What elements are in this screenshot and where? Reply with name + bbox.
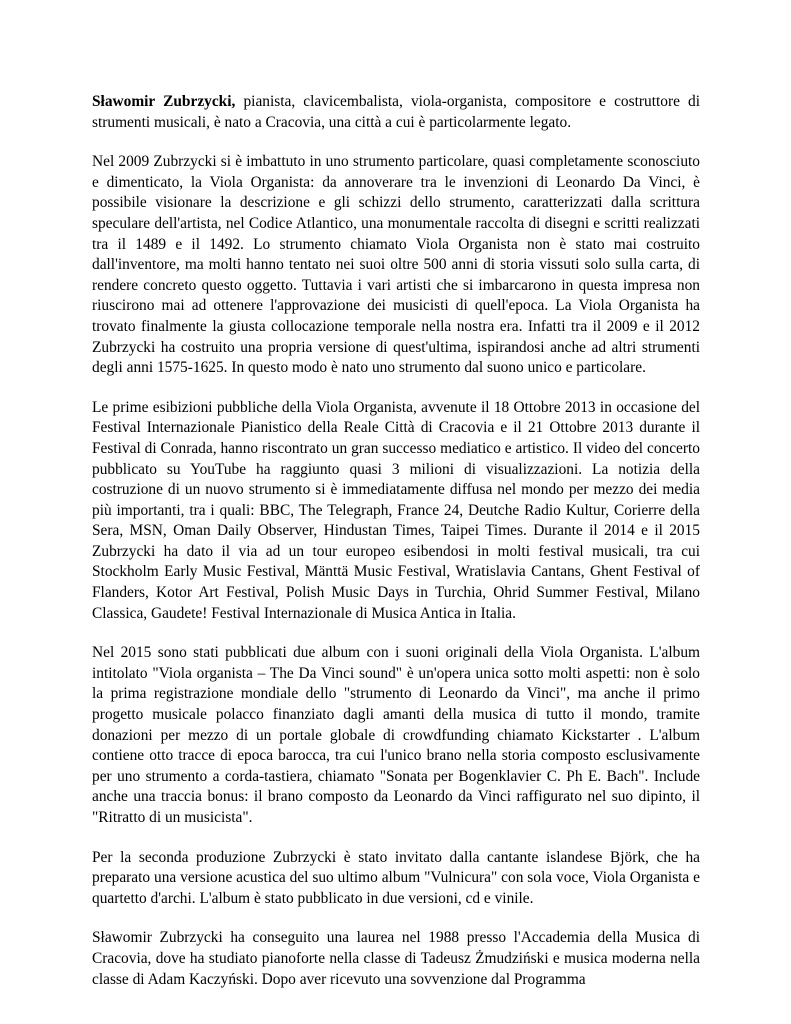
paragraph-albums-2015: Nel 2015 sono stati pubblicati due album con i suoni originali della Viola Organista. L'album intitolato "Viola organista – The Da Vinci sound" è un'opera unica sotto molti aspetti: non è solo la prima registrazione mondiale dello "strumento di Leonardo da Vinci", ma anche il primo progetto musicale polacco finanziato dagli amanti della musica di tutto il mondo, tramite donazioni per mezzo di un portale globale di crowdfunding chiamato Kickstarter . L'album contiene otto tracce di epoca barocca, tra cui l'unico brano nella storia composto esclusivamente per uno strumento a corda-tastiera, chiamato "Sonata per Bogenklavier C. Ph E. Bach". Include anche una traccia bonus: il brano composto da Leonardo da Vinci raffigurato nel suo dipinto, il "Ritratto di un musicista". xyxy=(92,644,700,826)
intro-paragraph xyxy=(92,92,700,133)
paragraph-viola-organista-origin: Nel 2009 Zubrzycki si è imbattuto in uno strumento particolare, quasi completamente sconosciuto e dimenticato, la Viola Organista: da annoverare tra le invenzioni di Leonardo Da Vinci, è possibile visionare la descrizione e gli schizzi dello strumento, caratterizzati dalla scrittura speculare dell'artista, nel Codice Atlantico, una monumentale raccolta di disegni e scritti realizzati tra il 1489 e il 1492. Lo strumento chiamato Viola Organista non è stato mai costruito dall'inventore, ma molti hanno tentato nei suoi oltre 500 anni di storia vissuti solo sulla carta, di rendere concreto questo oggetto. Tuttavia i vari artisti che si imbarcarono in questa impresa non riuscirono mai ad ottenere l'approvazione dei musicisti di quell'epoca. La Viola Organista ha trovato finalmente la giusta collocazione temporale nella nostra era. Infatti tra il 2009 e il 2012 Zubrzycki ha costruito una propria versione di quest'ultima, ispirandosi anche ad altri strumenti degli anni 1575-1625. In questo modo è nato uno strumento dal suono unico e particolare. xyxy=(92,153,700,377)
paragraph-first-performances: Le prime esibizioni pubbliche della Viola Organista, avvenute il 18 Ottobre 2013 in occasione del Festival Internazionale Pianistico della Reale Città di Cracovia e il 21 Ottobre 2013 durante il Festival di Conrada, hanno riscontrato un gran successo mediatico e artistico. Il video del concerto pubblicato su YouTube ha raggiunto quasi 3 milioni di visualizzazioni. La notizia della costruzione di un nuovo strumento si è immediatamente diffusa nel mondo per mezzo dei media più importanti, tra i quali: BBC, The Telegraph, France 24, Deutche Radio Kultur, Corierre della Sera, MSN, Oman Daily Observer, Hindustan Times, Taipei Times. Durante il 2014 e il 2015 Zubrzycki ha dato il via ad un tour europeo esibendosi in molti festival musicali, tra cui Stockholm Early Music Festival, Mänttä Music Festival, Wratislavia Cantans, Ghent Festival of Flanders, Kotor Art Festival, Polish Music Days in Turchia, Ohrid Summer Festival, Milano Classica, Gaudete! Festival Internazionale di Musica Antica in Italia. xyxy=(92,398,700,622)
paragraph-education: Sławomir Zubrzycki ha conseguito una laurea nel 1988 presso l'Accademia della Musica di Cracovia, dove ha studiato pianoforte nella classe di Tadeusz Żmudziński e musica moderna nella classe di Adam Kaczyński. Dopo aver ricevuto una sovvenzione dal Programma xyxy=(92,929,700,988)
document-page xyxy=(92,92,700,1009)
author-name: Sławomir Zubrzycki, xyxy=(92,93,236,110)
intro-text: pianista, clavicembalista, viola-organista, compositore e costruttore di strumenti musicali, è nato a Cracovia, una città a cui è particolarmente legato. xyxy=(92,93,700,131)
paragraph-bjork-collaboration: Per la seconda produzione Zubrzycki è stato invitato dalla cantante islandese Björk, che ha preparato una versione acustica del suo ultimo album "Vulnicura" con sola voce, Viola Organista e quartetto d'archi. L'album è stato pubblicato in due versioni, cd e vinile. xyxy=(92,848,700,907)
